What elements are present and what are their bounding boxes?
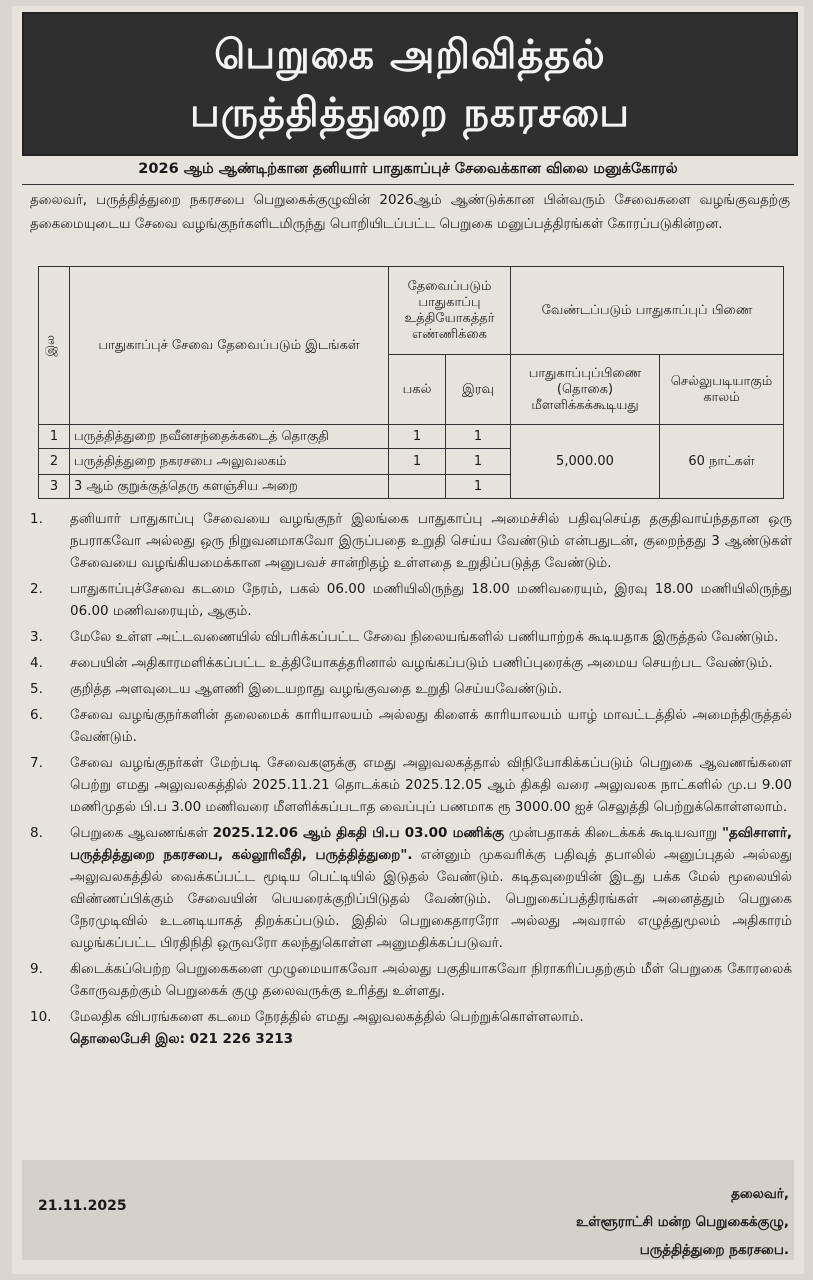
col-bond-header: வேண்டப்படும் பாதுகாப்புப் பிணை [511, 267, 784, 355]
col-staff-header: தேவைப்படும் பாதுகாப்பு உத்தியோகத்தர் எண்ணிக்கை [389, 267, 511, 355]
notice-subtitle: 2026 ஆம் ஆண்டிற்கான தனியார் பாதுகாப்புச் சேவைக்கான விலை மனுக்கோரல் [22, 154, 794, 185]
col-number-header: இல [39, 267, 70, 425]
col-amount-header: பாதுகாப்புப்பிணை (தொகை) மீளளிக்கக்கூடியது [511, 355, 660, 425]
list-item: 8. பெறுகை ஆவணங்கள் 2025.12.06 ஆம் திகதி பி.ப 03.00 மணிக்கு முன்பதாகக் கிடைக்கக் கூடியவாறு "தவிசாளர், பருத்தித்துறை நகரசபை, கல்லூரிவீதி, பருத்தித்துறை". என்னும் முகவரிக்கு பதிவுத் தபாலில் அனுப்புதல் அல்லது அலுவலகத்தில் வைக்கப்பட்ட மூடிய பெட்டியில் இடுதல் வேண்டும். கடிதவுறையின் இடது பக்க மேல் மூலையில் விண்ணப்பிக்கும் சேவையின் பெயரைக்குறிப்பிடுதல் வேண்டும். பெறுகைப்பத்திரங்கள் அனைத்தும் பெறுகை நேரமுடிவில் உடனடியாகத் திறக்கப்படும். இதில் பெறுகைதாரரோ அல்லது அவரால் எழுத்துமூலம் அதிகாரம் வழங்கப்பட்ட பிரதிநிதி ஒருவரோ கலந்துகொள்ள அனுமதிக்கப்படுவர். [30, 825, 793, 951]
list-item: 7. சேவை வழங்குநர்கள் மேற்படி சேவைகளுக்கு எமது அலுவலகத்தால் விநியோகிக்கப்படும் பெறுகை ஆவணங்களை பெற்று எமது அலுவலகத்தில் 2025.11.21 தொடக்கம் 2025.12.05 ஆம் திகதி வரை அலுவலக நாட்களில் மு.ப 9.00 மணிமுதல் பி.ப 3.00 மணிவரை மீளளிக்கப்படாத வைப்புப் பணமாக ரூ 3000.00 ஐச் செலுத்தி பெற்றுக்கொள்ளலாம். [30, 755, 792, 815]
signature-block: தலைவர், உள்ளூராட்சி மன்ற பெறுகைக்குழு, பருத்தித்துறை நகரசபை. [575, 1186, 789, 1258]
list-item: 2. பாதுகாப்புச்சேவை கடமை நேரம், பகல் 06.00 மணியிலிருந்து 18.00 மணிவரையும், இரவு 18.00 மணியிலிருந்து 06.00 மணிவரையும், ஆகும். [30, 581, 792, 619]
table-row: 2 பருத்தித்துறை நகரசபை அலுவலகம் 1 1 [39, 449, 784, 475]
intro-paragraph: தலைவர், பருத்தித்துறை நகரசபை பெறுகைக்குழுவின் 2026ஆம் ஆண்டுக்கான பின்வரும் சேவைகளை வழங்குவதற்கு தகைமையுடைய சேவை வழங்குநர்களிடமிருந்து பொறியிடப்பட்ட பெறுகை மனுப்பத்திரங்கள் கோரப்படுகின்றன. [30, 192, 790, 232]
list-item: 9. கிடைக்கப்பெற்ற பெறுகைகளை முழுமையாகவோ அல்லது பகுதியாகவோ நிராகரிப்பதற்கும் மீள் பெறுகை கோரலைக் கோருவதற்கும் பெறுகைக் குழு தலைவருக்கு உரித்து உள்ளது. [30, 961, 792, 999]
table-row: 3 3 ஆம் குறுக்குத்தெரு களஞ்சிய அறை 1 [39, 475, 784, 499]
list-item: 6. சேவை வழங்குநர்களின் தலைமைக் காரியாலயம் அல்லது கிளைக் காரியாலயம் யாழ் மாவட்டத்தில் அமைந்திருத்தல் வேண்டும். [30, 707, 792, 745]
list-item: 4. சபையின் அதிகாரமளிக்கப்பட்ட உத்தியோகத்தரினால் வழங்கப்படும் பணிப்புரைக்கு அமைய செயற்பட வேண்டும். [30, 655, 773, 671]
list-item: 10. மேலதிக விபரங்களை கடமை நேரத்தில் எமது அலுவலகத்தில் பெற்றுக்கொள்ளலாம். [30, 1009, 584, 1025]
col-day-header: பகல் [389, 355, 446, 425]
col-validity-header: செல்லுபடியாகும் காலம் [660, 355, 784, 425]
list-item: 3. மேலே உள்ள அட்டவணையில் விபரிக்கப்பட்ட சேவை நிலையங்களில் பணியாற்றக் கூடியதாக இருத்தல் வேண்டும். [30, 629, 779, 645]
bond-validity: 60 நாட்கள் [660, 425, 784, 499]
conditions-list [30, 508, 792, 1050]
notice-date: 21.11.2025 [38, 1198, 127, 1214]
table-row: 1 பருத்தித்துறை நவீனசந்தைக்கடைத் தொகுதி 1 1 5,000.00 60 நாட்கள் [39, 425, 784, 449]
services-table [38, 266, 784, 499]
list-item: 1. தனியார் பாதுகாப்பு சேவையை வழங்குநர் இலங்கை பாதுகாப்பு அமைச்சில் பதிவுசெய்த தகுதிவாய்ந்ததான ஒரு நபராகவோ அல்லது ஒரு நிறுவனமாகவோ இருப்பதை உறுதி செய்ய வேண்டும் என்பதுடன், குறைந்தது 3 ஆண்டுகள் சேவையை வழங்கியமைக்கான அனுபவச் சான்றிதழ் உள்ளதை உறுதிப்படுத்த வேண்டும். [30, 511, 792, 571]
phone-number: தொலைபேசி இல: 021 226 3213 [70, 1031, 294, 1047]
banner-title: பெறுகை அறிவித்தல் [214, 32, 606, 78]
col-night-header: இரவு [446, 355, 511, 425]
col-place-header: பாதுகாப்புச் சேவை தேவைப்படும் இடங்கள் [70, 267, 389, 425]
notice-banner [22, 12, 798, 156]
bond-amount: 5,000.00 [511, 425, 660, 499]
banner-subtitle: பருத்தித்துறை நகரசபை [189, 90, 631, 136]
list-item: 5. குறித்த அளவுடைய ஆளணி இடையறாது வழங்குவதை உறுதி செய்யவேண்டும். [30, 681, 563, 697]
